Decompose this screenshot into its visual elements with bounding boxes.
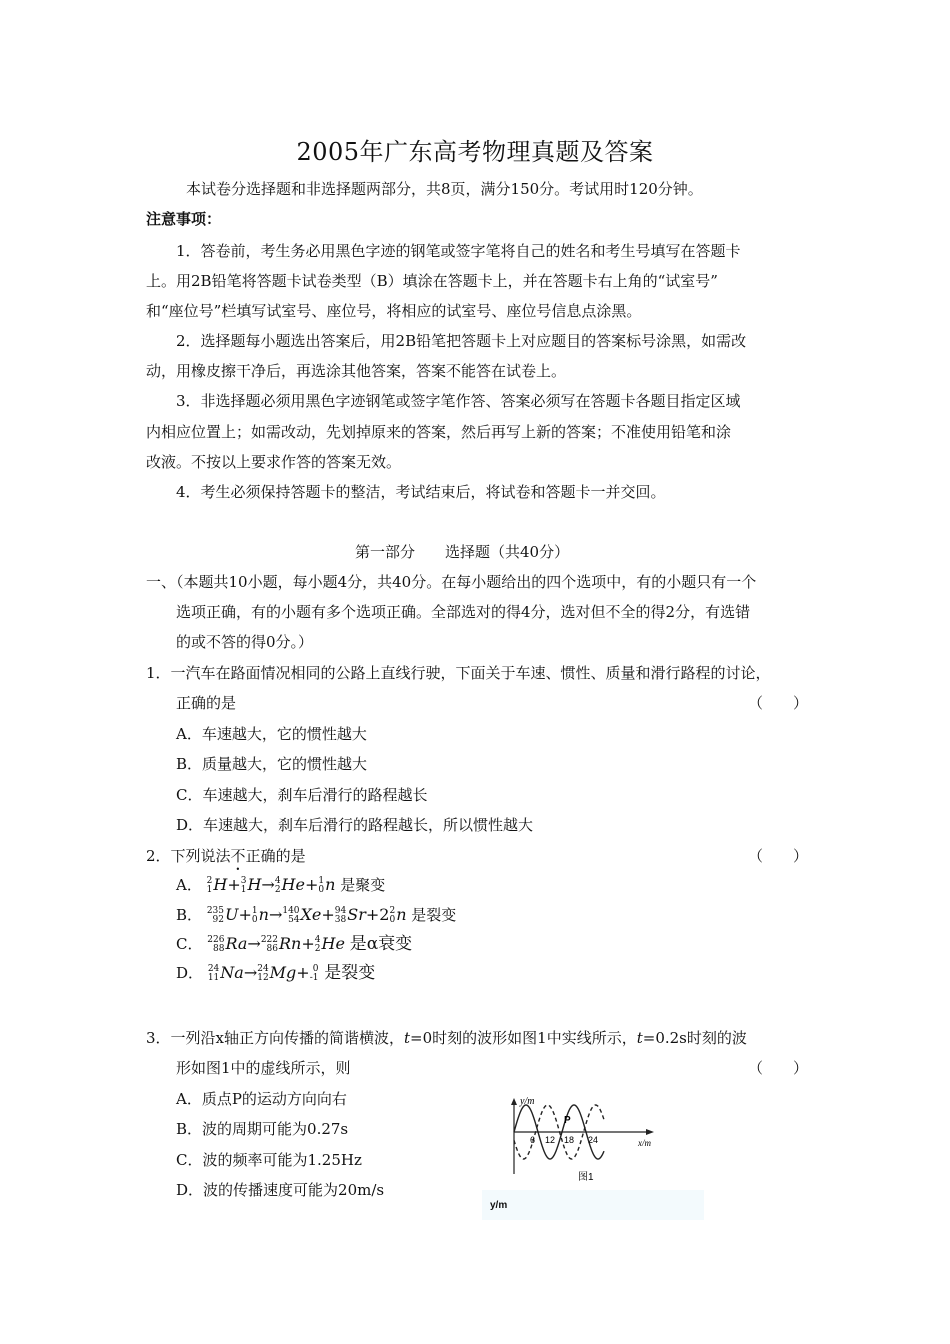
wave-figure: [500, 1096, 670, 1186]
option-c: C．车速越大，刹车后滑行的路程越长: [176, 786, 428, 804]
answer-bracket: （ ）: [748, 1059, 809, 1077]
question-stem: [146, 845, 306, 874]
option-label: B．: [176, 906, 203, 924]
stray-figure-label: y/m: [490, 1200, 508, 1211]
question-stem: 1．一汽车在路面情况相同的公路上直线行驶，下面关于车速、惯性、质量和滑行路程的讨论，: [146, 664, 771, 682]
section-line: 选项正确，有的小题有多个选项正确。全部选对的得4分，选对但不全的得2分，有选错: [176, 603, 751, 621]
notice-line: 改液。不按以上要求作答的答案无效。: [146, 453, 402, 471]
option-label: D．: [176, 964, 204, 982]
option-a: [176, 874, 385, 896]
answer-bracket: （ ）: [748, 694, 809, 712]
x-axis-label: x/m: [638, 1138, 651, 1148]
stem-post: 正确的是: [245, 847, 306, 865]
option-suffix: 是聚变: [340, 876, 386, 894]
option-suffix: 是α衰变: [349, 934, 413, 954]
nuclear-equation: 226 88 Ra→ 222 86 Rn+ 4 2 He: [207, 934, 345, 954]
option-a: A．质点P的运动方向向右: [176, 1090, 347, 1108]
notice-line: 3．非选择题必须用黑色字迹钢笔或签字笔作答、答案必须写在答题卡各题目指定区域: [176, 392, 741, 410]
y-axis-label: y/m: [520, 1096, 535, 1107]
page-title: 2005年广东高考物理真题及答案: [296, 138, 654, 166]
watermark-band: [482, 1190, 704, 1220]
stem-part: =0.2s时刻的波: [642, 1029, 747, 1047]
tick-label: 12: [545, 1135, 556, 1145]
notice-line: 和“座位号”栏填写试室号、座位号，将相应的试室号、座位号信息点涂黑。: [146, 302, 642, 320]
answer-bracket: （ ）: [748, 847, 809, 865]
tick-label: 24: [588, 1135, 599, 1145]
stem-pre: 2．下列说法: [146, 847, 231, 865]
notice-heading: 注意事项：: [146, 210, 222, 228]
nuclear-equation: 2 1 H+ 3 1 H→ 4 2 He+ 1 0 n: [206, 875, 336, 895]
option-suffix: 是裂变: [324, 963, 376, 983]
option-a: A．车速越大，它的惯性越大: [176, 725, 367, 743]
option-suffix: 是裂变: [411, 906, 457, 924]
notice-line: 内相应位置上；如需改动，先划掉原来的答案，然后再写上新的答案；不准使用铅笔和涂: [146, 423, 732, 441]
section-line: 一、（本题共10小题，每小题4分，共40分。在每小题给出的四个选项中，有的小题只有一个: [146, 573, 757, 591]
notice-line: 2．选择题每小题选出答案后，用2B铅笔把答题卡上对应题目的答案标号涂黑，如需改: [176, 332, 747, 350]
option-b: B．质量越大，它的惯性越大: [176, 755, 368, 773]
stem-part: =0时刻的波形如图1中实线所示，: [410, 1029, 637, 1047]
option-b: [176, 904, 456, 926]
option-b: B．波的周期可能为0.27s: [176, 1120, 349, 1138]
section-line: 的或不答的得0分。）: [176, 633, 314, 651]
x-axis-arrow-icon: [646, 1129, 654, 1135]
nuclear-equation: 24 11 Na→ 24 12 Mg+ 0 -1: [207, 963, 319, 983]
option-label: C．: [176, 935, 203, 953]
option-d: D．车速越大，刹车后滑行的路程越长，所以惯性越大: [176, 816, 534, 834]
option-d: D．波的传播速度可能为20m/s: [176, 1181, 385, 1199]
stem-part: 3．一列沿x轴正方向传播的简谐横波，: [146, 1029, 405, 1047]
option-c: [176, 933, 412, 955]
intro-text: 本试卷分选择题和非选择题两部分，共8页，满分150分。考试用时120分钟。: [186, 180, 703, 198]
option-label: A．: [176, 876, 202, 894]
notice-line: 1．答卷前，考生务必用黑色字迹的钢笔或签字笔将自己的姓名和考生号填写在答题卡: [176, 242, 741, 260]
stem-emphasis: 不: [230, 847, 246, 865]
question-stem: [146, 1027, 747, 1049]
tick-label: 18: [564, 1135, 575, 1145]
time-symbol: t: [636, 1029, 643, 1047]
notice-line: 动，用橡皮擦干净后，再选涂其他答案，答案不能答在试卷上。: [146, 362, 567, 380]
option-c: C．波的频率可能为1.25Hz: [176, 1151, 362, 1169]
nuclear-equation: 235 92 U+ 1 0 n→ 140 54 Xe+ 94 38 Sr+2 2 0 n: [206, 905, 407, 925]
y-axis-arrow-icon: [511, 1098, 517, 1105]
time-symbol: t: [404, 1029, 411, 1047]
notice-line: 4．考生必须保持答题卡的整洁，考试结束后，将试卷和答题卡一并交回。: [176, 483, 666, 501]
notice-line: 上。用2B铅笔将答题卡试卷类型（B）填涂在答题卡上，并在答题卡右上角的“试室号”: [146, 272, 718, 290]
part-title: 第一部分 选择题（共40分）: [355, 543, 570, 561]
question-stem: 正确的是: [176, 694, 237, 712]
question-stem: 形如图1中的虚线所示，则: [176, 1059, 351, 1077]
point-p-label: P: [564, 1115, 571, 1126]
figure-caption: 图1: [578, 1172, 594, 1183]
option-d: [176, 962, 375, 984]
tick-label: 6: [530, 1135, 536, 1145]
